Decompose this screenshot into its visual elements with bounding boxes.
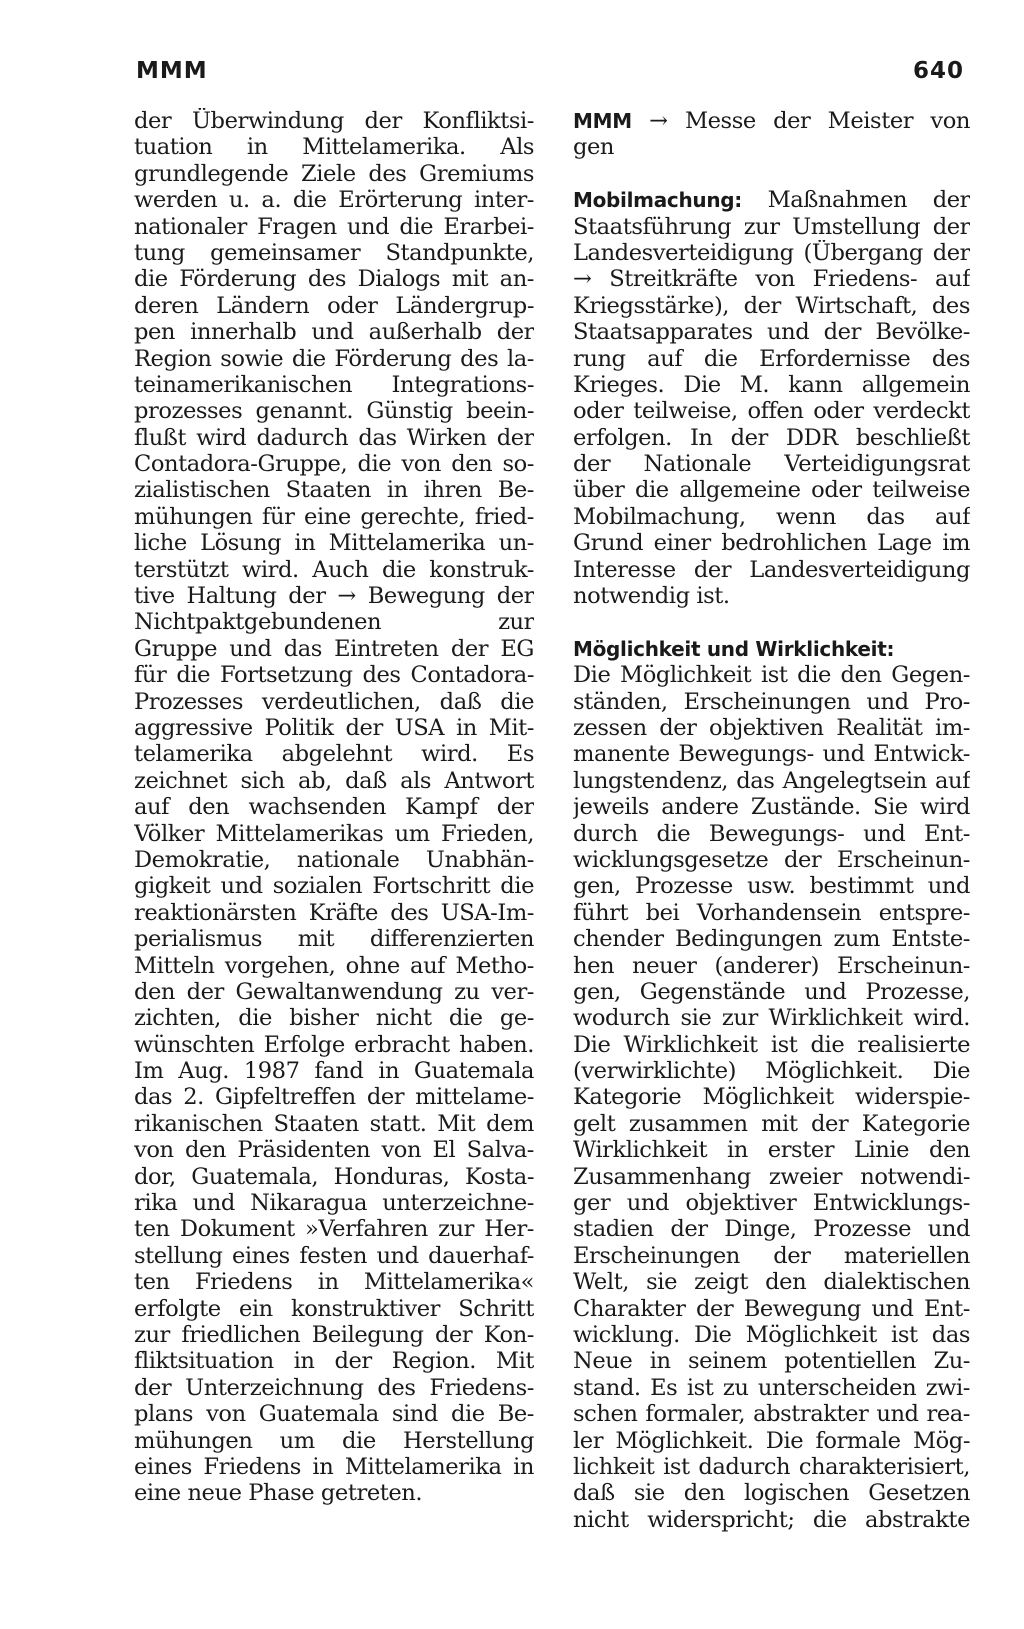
text-line: Erscheinungen der materiellen <box>573 1242 970 1269</box>
text-line: wicklungsgesetze der Erscheinun- <box>573 846 970 873</box>
text-line: der Überwindung der Konfliktsi- <box>134 108 534 134</box>
text-line: Contadora-Gruppe, die von den so- <box>134 451 534 478</box>
text-line: Prozesses verdeutlichen, daß die <box>134 688 534 715</box>
running-header-term: MMM <box>136 58 208 84</box>
text-line: → Streitkräfte von Friedens- auf <box>573 266 970 293</box>
text-line <box>573 108 970 134</box>
text-line: mühungen für eine gerechte, fried- <box>134 503 534 530</box>
text-line: gen, Gegenstände und Prozesse, <box>573 978 970 1005</box>
text-line: ger und objektiver Entwicklungs- <box>573 1190 970 1217</box>
text-line: den der Gewaltanwendung zu ver- <box>134 978 534 1005</box>
text-line: plans von Guatemala sind die Be- <box>134 1401 534 1428</box>
text-line: tung gemeinsamer Standpunkte, <box>134 239 534 266</box>
text-line: teinamerikanischen Integrations- <box>134 371 534 398</box>
text-line: Mobilmachung, wenn das auf <box>573 503 970 530</box>
definition-body <box>573 214 970 610</box>
text-line: flußt wird dadurch das Wirken der <box>134 424 534 451</box>
text-line: Krieges. Die M. kann allgemein <box>573 371 970 398</box>
entry-spacer <box>573 161 970 187</box>
text-line: gelt zusammen mit der Kategorie <box>573 1110 970 1137</box>
text-line: Im Aug. 1987 fand in Guatemala <box>134 1058 534 1085</box>
text-line: gigkeit und sozialen Fortschritt die <box>134 873 534 900</box>
left-text-column <box>134 108 534 1507</box>
text-line: Die Wirklichkeit ist die realisierte <box>573 1031 970 1058</box>
text-line: gen, Prozesse usw. bestimmt und <box>573 873 970 900</box>
text-line: Mitteln vorgehen, ohne auf Metho- <box>134 952 534 979</box>
text-line: Staatsführung zur Umstellung der <box>573 213 970 240</box>
text-line: aggressive Politik der USA in Mit- <box>134 714 534 741</box>
definition-text: Maßnahmen der <box>767 187 970 214</box>
text-line: wodurch sie zur Wirklichkeit wird. <box>573 1005 970 1032</box>
entry-moeglichkeit <box>573 636 970 1533</box>
text-line: ten Dokument »Verfahren zur Her- <box>134 1216 534 1243</box>
text-line: stand. Es ist zu unterscheiden zwi- <box>573 1374 970 1401</box>
text-line: zeichnet sich ab, daß als Antwort <box>134 767 534 794</box>
text-line: zialistischen Staaten in ihren Be- <box>134 477 534 504</box>
text-line: prozesses genannt. Günstig beein- <box>134 398 534 425</box>
text-line: erfolgte ein konstruktiver Schritt <box>134 1295 534 1322</box>
text-line: liche Lösung in Mittelamerika un- <box>134 530 534 557</box>
text-line: pen innerhalb und außerhalb der <box>134 319 534 346</box>
text-line: Region sowie die Förderung des la- <box>134 345 534 372</box>
text-line: Landesverteidigung (Übergang der <box>573 239 970 266</box>
text-line <box>573 636 970 662</box>
text-line: manente Bewegungs- und Entwick- <box>573 741 970 768</box>
text-line: perialismus mit differenzierten <box>134 926 534 953</box>
text-line: Interesse der Landesverteidigung <box>573 556 970 583</box>
text-line: nationaler Fragen und die Erarbei- <box>134 213 534 240</box>
text-line <box>573 134 970 160</box>
text-line: deren Ländern oder Ländergrup- <box>134 292 534 319</box>
text-line: auf den wachsenden Kampf der <box>134 794 534 821</box>
cross-reference-continuation: gen <box>573 134 615 161</box>
text-line: Nichtpaktgebundenen zur <box>134 609 534 636</box>
text-line: oder teilweise, offen oder verdeckt <box>573 398 970 425</box>
text-line: rika und Nikaragua unterzeichne- <box>134 1190 534 1217</box>
text-line: werden u. a. die Erörterung inter- <box>134 187 534 214</box>
text-line: das 2. Gipfeltreffen der mittelame- <box>134 1084 534 1111</box>
text-line: rung auf die Erfordernisse des <box>573 345 970 372</box>
text-line: chender Bedingungen zum Entste- <box>573 926 970 953</box>
text-line: stellung eines festen und dauerhaf- <box>134 1242 534 1269</box>
text-line: Zusammenhang zweier notwendi- <box>573 1163 970 1190</box>
text-line: terstützt wird. Auch die konstruk- <box>134 556 534 583</box>
text-line: dor, Guatemala, Honduras, Kosta- <box>134 1163 534 1190</box>
text-line: über die allgemeine oder teilweise <box>573 477 970 504</box>
entry-spacer <box>573 609 970 635</box>
text-line: die Förderung des Dialogs mit an- <box>134 266 534 293</box>
text-line: grundlegende Ziele des Gremiums <box>134 160 534 187</box>
text-line: reaktionärsten Kräfte des USA-Im- <box>134 899 534 926</box>
right-text-column <box>573 108 970 1533</box>
entry-term: Mobilmachung: <box>573 188 742 213</box>
text-line: Wirklichkeit in erster Linie den <box>573 1137 970 1164</box>
text-line: Kriegsstärke), der Wirtschaft, des <box>573 292 970 319</box>
text-line: lichkeit ist dadurch charakterisiert, <box>573 1453 970 1480</box>
text-line: Charakter der Bewegung und Ent- <box>573 1295 970 1322</box>
page-number: 640 <box>912 58 964 84</box>
text-line: daß sie den logischen Gesetzen <box>573 1480 970 1507</box>
entry-term: Möglichkeit und Wirklichkeit: <box>573 636 895 661</box>
text-line: Völker Mittelamerikas um Frieden, <box>134 820 534 847</box>
text-line: notwendig ist. <box>573 583 730 610</box>
text-line: tive Haltung der → Bewegung der <box>134 583 534 610</box>
text-line: jeweils andere Zustände. Sie wird <box>573 794 970 821</box>
cross-reference[interactable]: → Messe der Meister von <box>649 108 970 134</box>
text-line: Gruppe und das Eintreten der EG <box>134 635 534 662</box>
text-line: schen formaler, abstrakter und rea- <box>573 1401 970 1428</box>
text-line: nicht widerspricht; die abstrakte <box>573 1506 970 1533</box>
text-line: ler Möglichkeit. Die formale Mög- <box>573 1427 970 1454</box>
text-line: Kategorie Möglichkeit widerspie- <box>573 1084 970 1111</box>
text-line: für die Fortsetzung des Contadora- <box>134 662 534 689</box>
text-line: Neue in seinem potentiellen Zu- <box>573 1348 970 1375</box>
text-line: Die Möglichkeit ist die den Gegen- <box>573 662 970 689</box>
text-line: telamerika abgelehnt wird. Es <box>134 741 534 768</box>
text-line: eines Friedens in Mittelamerika in <box>134 1453 534 1480</box>
text-line: stadien der Dinge, Prozesse und <box>573 1216 970 1243</box>
text-line: eine neue Phase getreten. <box>134 1480 423 1507</box>
text-line: Demokratie, nationale Unabhän- <box>134 846 534 873</box>
text-line: hen neuer (anderer) Erscheinun- <box>573 952 970 979</box>
entry-term: MMM <box>573 109 632 133</box>
text-line: ten Friedens in Mittelamerika« <box>134 1269 534 1296</box>
text-line: wünschten Erfolge erbracht haben. <box>134 1031 534 1058</box>
text-line: führt bei Vorhandensein entspre- <box>573 899 970 926</box>
text-line <box>573 187 970 213</box>
text-line: tuation in Mittelamerika. Als <box>134 134 534 161</box>
text-line: (verwirklichte) Möglichkeit. Die <box>573 1058 970 1085</box>
entry-mmm <box>573 108 970 161</box>
text-line: erfolgen. In der DDR beschließt <box>573 424 970 451</box>
text-line: wicklung. Die Möglichkeit ist das <box>573 1321 970 1348</box>
text-line: Welt, sie zeigt den dialektischen <box>573 1269 970 1296</box>
text-line: ständen, Erscheinungen und Pro- <box>573 688 970 715</box>
text-line: zichten, die bisher nicht die ge- <box>134 1005 534 1032</box>
text-line: Staatsapparates und der Bevölke- <box>573 319 970 346</box>
text-line: fliktsituation in der Region. Mit <box>134 1348 534 1375</box>
text-line: lungstendenz, das Angelegtsein auf <box>573 767 970 794</box>
text-line: zur friedlichen Beilegung der Kon- <box>134 1321 534 1348</box>
text-line: Grund einer bedrohlichen Lage im <box>573 530 970 557</box>
text-line: rikanischen Staaten statt. Mit dem <box>134 1110 534 1137</box>
text-line: der Unterzeichnung des Friedens- <box>134 1374 534 1401</box>
text-line: durch die Bewegungs- und Ent- <box>573 820 970 847</box>
text-line: mühungen um die Herstellung <box>134 1427 534 1454</box>
definition-body <box>573 662 970 1533</box>
text-line: von den Präsidenten von El Salva- <box>134 1137 534 1164</box>
text-line: der Nationale Verteidigungsrat <box>573 451 970 478</box>
text-line: zessen der objektiven Realität im- <box>573 714 970 741</box>
entry-mobilmachung <box>573 187 970 609</box>
